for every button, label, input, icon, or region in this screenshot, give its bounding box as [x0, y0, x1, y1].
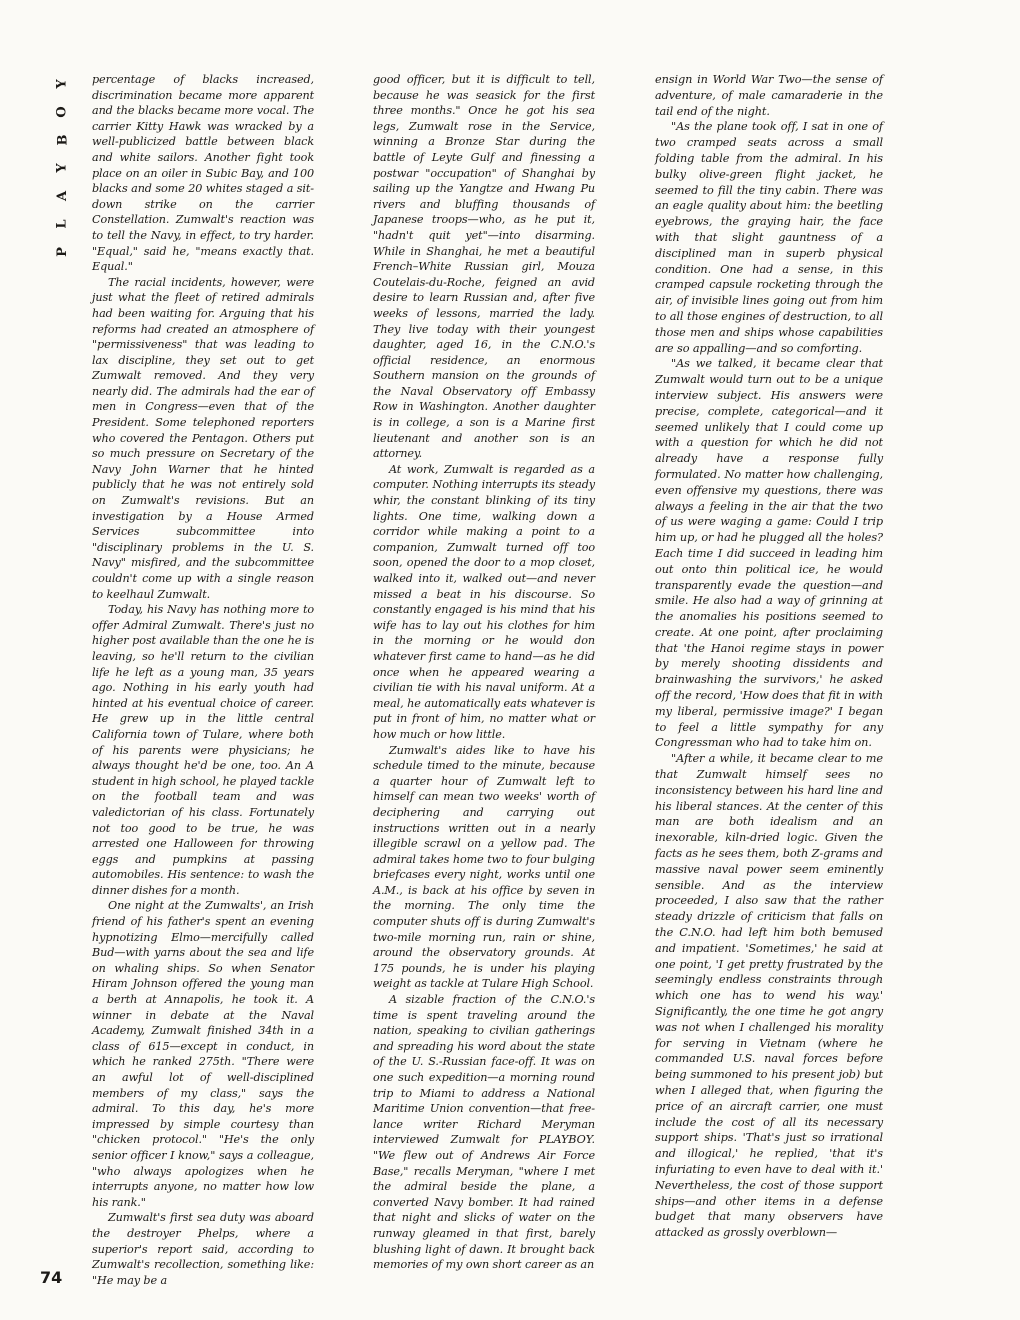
- masthead-letter: O: [54, 106, 70, 118]
- paragraph: Zumwalt's first sea duty was aboard the destroyer Phelps, where a superior's report said, according to Zumwalt's recollection, something like: "He may be a: [92, 1211, 314, 1287]
- paragraph: Zumwalt's aides like to have his schedule timed to the minute, because a quarter hour of Zumwalt left to himself can mean two weeks' worth of deciphering and carrying out instructions written out in a nearly illegible scrawl on a yellow pad. The admiral takes home two to four bulging briefcases every night, works until one A.M., is back at his office by seven in the morning. The only time the computer shuts off is during Zumwalt's two-mile morning run, rain or shine, around the observatory grounds. At 175 pounds, he is under his playing weight as tackle at Tulare High School.: [373, 743, 595, 991]
- paragraph: One night at the Zumwalts', an Irish friend of his father's spent an evening hypnotizing Elmo—mercifully called Bud—with yarns about the sea and life on whaling ships. So when Senator Hiram Johnson offered the young man a berth at Annapolis, he took it. A winner in debate at the Naval Academy, Zumwalt finished 34th in a class of 615—except in conduct, in which he ranked 275th. "There were an awful lot of well-disciplined members of my class," says the admiral. To this day, he's more impressed by simple courtesy than "chicken protocol." "He's the only senior officer I know," says a colleague, "who always apologizes when he interrupts anyone, no matter how low his rank.": [92, 899, 314, 1209]
- masthead-letter: A: [54, 190, 70, 202]
- masthead-letter: L: [54, 219, 70, 229]
- paragraph: "As we talked, it became clear that Zumwalt would turn out to be a unique interview subject. His answers were precise, complete, categorical—and it seemed unlikely that I could come up with a question for which he did not already have a response fully formulated. No matter how challenging, even offensive my questions, there was always a feeling in the air that the two of us were waging a game: Could I trip him up, or had he plugged all the holes? Each time I did succeed in leading him out onto thin political ice, he would transparently evade the question—and smile. He also had a way of grinning at the anomalies his positions seemed to create. At one point, after proclaiming that 'the Hanoi regime stays in power by merely shooting dissidents and brainwashing the survivors,' he asked off the record, 'How does that fit in with my liberal, permissive image?' I began to feel a little sympathy for any Congressman who had to take him on.: [655, 357, 883, 750]
- text-column-1: [92, 72, 314, 1288]
- paragraph: At work, Zumwalt is regarded as a computer. Nothing interrupts its steady whir, the constant blinking of its tiny lights. One time, walking down a corridor while making a point to a companion, Zumwalt turned off too soon, opened the door to a mop closet, walked into it, walked out—and never missed a beat in his discourse. So constantly engaged is his mind that his wife has to lay out his clothes for him in the morning or he would don whatever first came to hand—as he did once when he appeared wearing a civilian tie with his naval uniform. At a meal, he automatically eats whatever is put in front of him, no matter what or how much or how little.: [373, 462, 595, 741]
- text-column-3: [655, 72, 883, 1241]
- paragraph: "After a while, it became clear to me that Zumwalt himself sees no inconsistency between his hard line and his liberal stances. At the center of this man are both idealism and an inexorable, kiln-dried logic. Given the facts as he sees them, both Z-grams and massive naval power seem eminently sensible. And as the interview proceeded, I also saw that the rather steady drizzle of criticism that falls on the C.N.O. had left him both bemused and impatient. 'Sometimes,' he said at one point, 'I get pretty frustrated by the seemingly endless constraints through which one has to wend his way.' Significantly, the one time he got angry was not when I challenged his morality for serving in Vietnam (where he commanded U.S. naval forces before being summoned to his present job) but when I alleged that, when figuring the price of an aircraft carrier, one must include the cost of all its necessary support ships. 'That's just so irrational and illogical,' he replied, 'that it's infuriating to even have to deal with it.' Nevertheless, the cost of those support ships—and other items in a defense budget that many observers have attacked as grossly overblown—: [655, 752, 883, 1240]
- masthead-letter: B: [54, 134, 70, 146]
- paragraph: ensign in World War Two—the sense of adventure, of male camaraderie in the tail end of the night.: [655, 73, 883, 118]
- paragraph: percentage of blacks increased, discrimination became more apparent and the blacks became more vocal. The carrier Kitty Hawk was wracked by a well-publicized battle between black and white sailors. Another fight took place on an oiler in Subic Bay, and 100 blacks and some 20 whites staged a sit-down strike on the carrier Constellation. Zumwalt's reaction was to tell the Navy, in effect, to try harder. "Equal," said he, "means exactly that. Equal.": [92, 73, 314, 274]
- paragraph: A sizable fraction of the C.N.O.'s time is spent traveling around the nation, speaking to civilian gatherings and spreading his word about the state of the U. S.-Russian face-off. It was on one such expedition—a morning round trip to Miami to address a National Maritime Union convention—that free-lance writer Richard Meryman interviewed Zumwalt for PLAYBOY. "We flew out of Andrews Air Force Base," recalls Meryman, "where I met the admiral beside the plane, a converted Navy bomber. It had rained that night and slicks of water on the runway gleamed in that first, barely blushing light of dawn. It brought back memories of my own short career as an: [373, 993, 595, 1272]
- masthead-letter: P: [54, 247, 70, 257]
- paragraph: Today, his Navy has nothing more to offer Admiral Zumwalt. There's just no higher post available than the one he is leaving, so he'll return to the civilian life he left as a young man, 35 years ago. Nothing in his early youth had hinted at his eventual choice of career. He grew up in the little central California town of Tulare, where both of his parents were physicians; he always thought he'd be one, too. An A student in high school, he played tackle on the football team and was valedictorian of his class. Fortunately not too good to be true, he was arrested one Halloween for throwing eggs and pumpkins at passing automobiles. His sentence: to wash the dinner dishes for a month.: [92, 603, 314, 897]
- masthead-letter: Y: [54, 163, 70, 173]
- text-column-2: [373, 72, 595, 1273]
- paragraph: The racial incidents, however, were just what the fleet of retired admirals had been waiting for. Arguing that his reforms had created an atmosphere of "permissiveness" that was leading to lax discipline, they set out to get Zumwalt removed. And they very nearly did. The admirals had the ear of men in Congress—even that of the President. Some telephoned reporters who covered the Pentagon. Others put so much pressure on Secretary of the Navy John Warner that he hinted publicly that he was not entirely sold on Zumwalt's revisions. But an investigation by a House Armed Services subcommittee into "disciplinary problems in the U. S. Navy" misfired, and the subcommittee couldn't come up with a single reason to keelhaul Zumwalt.: [92, 275, 314, 601]
- paragraph: good officer, but it is difficult to tell, because he was seasick for the first three months." Once he got his sea legs, Zumwalt rose in the Service, winning a Bronze Star during the battle of Leyte Gulf and finessing a postwar "occupation" of Shanghai by sailing up the Yangtze and Hwang Pu rivers and bluffing thousands of Japanese troops—who, as he put it, "hadn't quit yet"—into disarming. While in Shanghai, he met a beautiful French–White Russian girl, Mouza Coutelais-du-Roche, feigned an avid desire to learn Russian and, after five weeks of lessons, married the lady. They live today with their youngest daughter, aged 16, in the C.N.O.'s official residence, an enormous Southern mansion on the grounds of the Naval Observatory off Embassy Row in Washington. Another daughter is in college, a son is a Marine first lieutenant and another son is an attorney.: [373, 73, 595, 461]
- page-number: 74: [40, 1268, 63, 1287]
- masthead-letter: Y: [54, 79, 70, 89]
- playboy-masthead: [52, 70, 72, 266]
- paragraph: "As the plane took off, I sat in one of two cramped seats across a small folding table from the admiral. In his bulky olive-green flight jacket, he seemed to fill the tiny cabin. There was an eagle quality about him: the beetling eyebrows, the graying hair, the face with that slight gauntness of a disciplined man in superb physical condition. One had a sense, in this cramped capsule rocketing through the air, of invisible lines going out from him to all those engines of destruction, to all those men and ships whose capabilities are so appalling—and so comforting.: [655, 120, 883, 355]
